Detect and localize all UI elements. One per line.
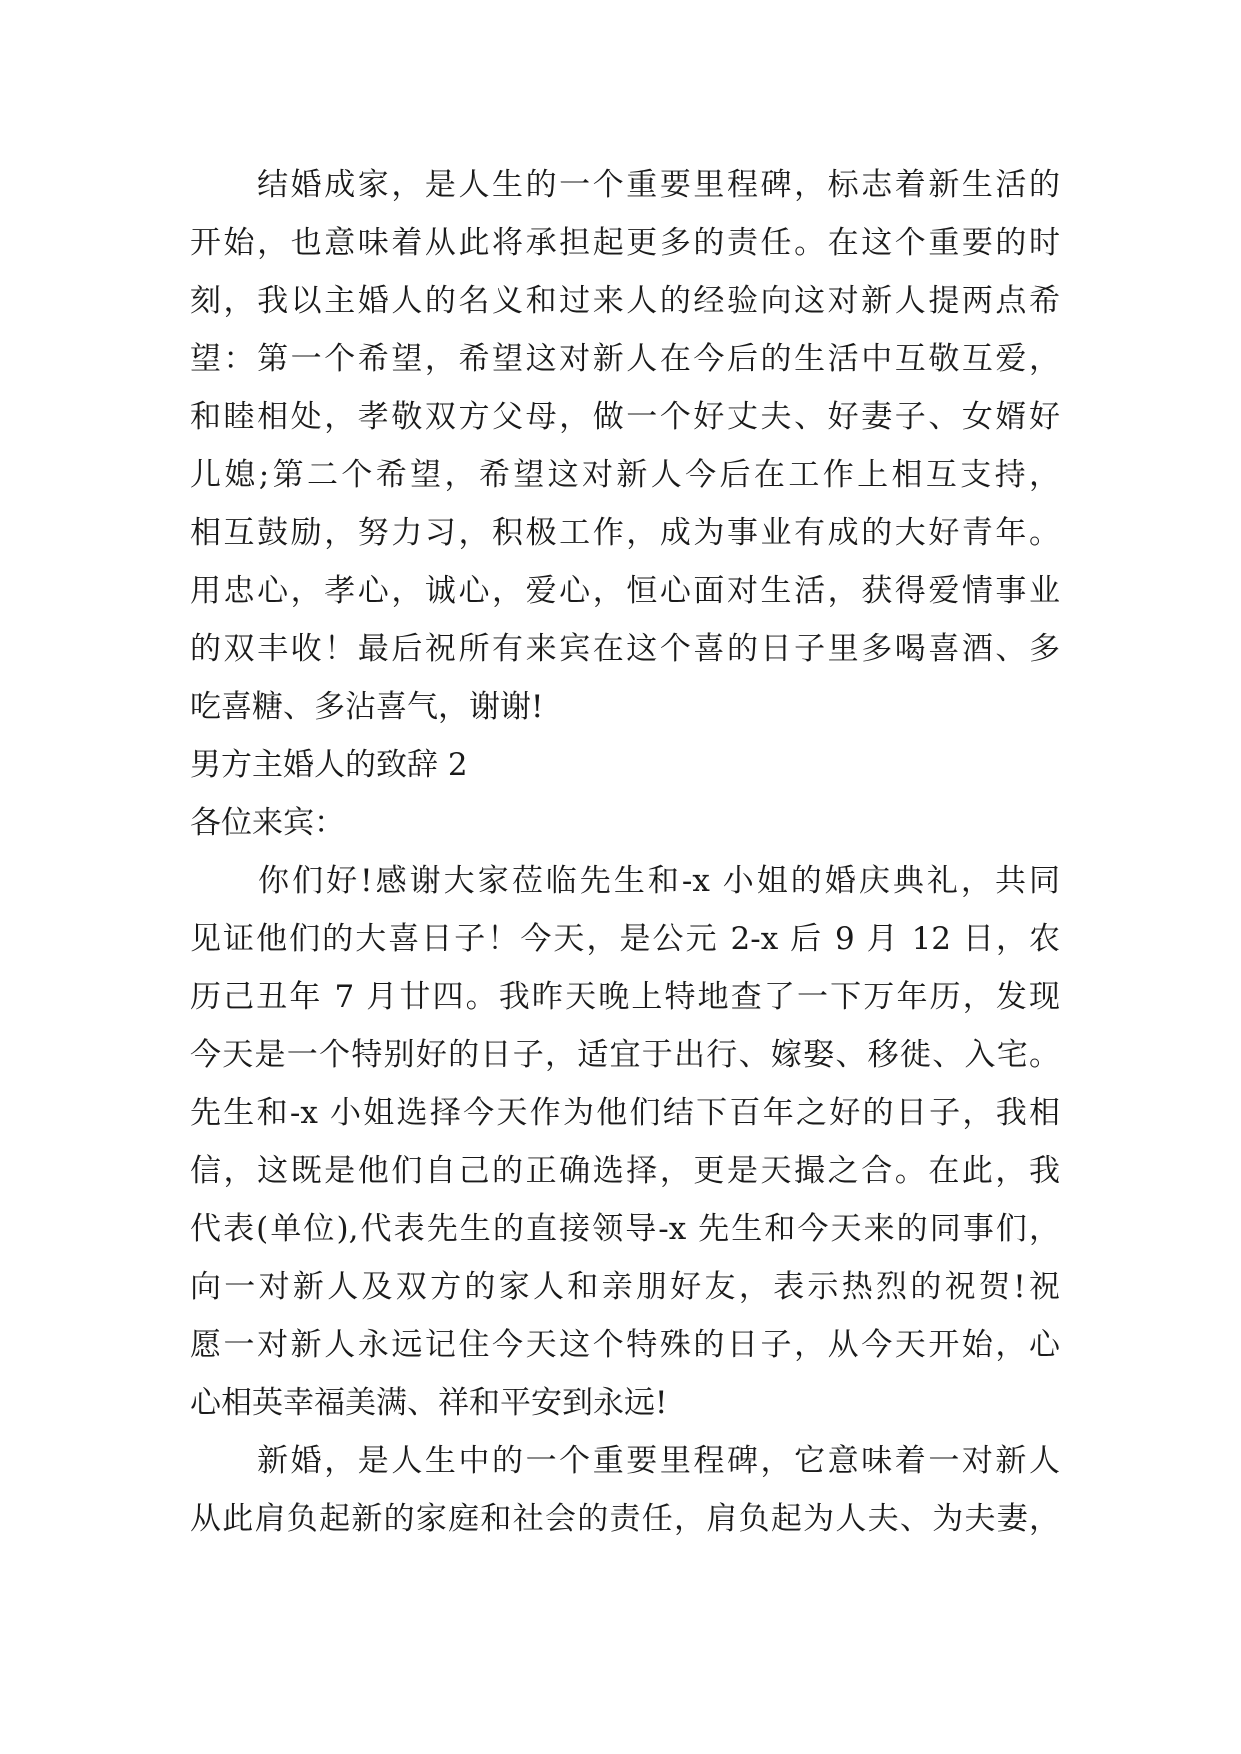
paragraph-3-line-1: 新婚，是人生中的一个重要里程碑，它意味着一对新人 [190,1443,1060,1479]
paragraph-3-line-2: 从此肩负起新的家庭和社会的责任，肩负起为人夫、为夫妻， [190,1501,1060,1537]
paragraph-1-line-10: 吃喜糖、多沾喜气，谢谢! [190,689,544,725]
paragraph-1-line-3: 刻，我以主婚人的名义和过来人的经验向这对新人提两点希 [190,283,1060,319]
paragraph-1-line-8: 用忠心，孝心，诚心，爱心，恒心面对生活，获得爱情事业 [190,573,1060,609]
paragraph-1-line-6: 儿媳;第二个希望，希望这对新人今后在工作上相互支持， [190,457,1060,493]
paragraph-2-line-5: 先生和-x 小姐选择今天作为他们结下百年之好的日子，我相 [190,1095,1060,1131]
paragraph-1-line-9: 的双丰收！最后祝所有来宾在这个喜的日子里多喝喜酒、多 [190,631,1060,667]
paragraph-1-line-1: 结婚成家，是人生的一个重要里程碑，标志着新生活的 [190,167,1060,203]
paragraph-2-line-6: 信，这既是他们自己的正确选择，更是天撮之合。在此，我 [190,1153,1060,1189]
paragraph-2-line-9: 愿一对新人永远记住今天这个特殊的日子，从今天开始，心 [190,1327,1060,1363]
paragraph-2-line-10: 心相英幸福美满、祥和平安到永远! [190,1385,668,1421]
section-heading: 男方主婚人的致辞 2 [190,747,468,783]
paragraph-1-line-5: 和睦相处，孝敬双方父母，做一个好丈夫、好妻子、女婿好 [190,399,1060,435]
paragraph-2-line-8: 向一对新人及双方的家人和亲朋好友，表示热烈的祝贺!祝 [190,1269,1060,1305]
paragraph-1-line-4: 望：第一个希望，希望这对新人在今后的生活中互敬互爱， [190,341,1060,377]
salutation: 各位来宾： [190,805,345,841]
paragraph-2-line-2: 见证他们的大喜日子！今天，是公元 2-x 后 9 月 12 日，农 [190,921,1060,957]
paragraph-2-line-7: 代表(单位),代表先生的直接领导-x 先生和今天来的同事们， [190,1211,1060,1247]
paragraph-2-line-3: 历己丑年 7 月廿四。我昨天晚上特地查了一下万年历，发现 [190,979,1060,1015]
paragraph-2-line-1: 你们好!感谢大家莅临先生和-x 小姐的婚庆典礼，共同 [190,863,1060,899]
paragraph-1-line-2: 开始，也意味着从此将承担起更多的责任。在这个重要的时 [190,225,1060,261]
paragraph-1-line-7: 相互鼓励，努力习，积极工作，成为事业有成的大好青年。 [190,515,1060,551]
paragraph-2-line-4: 今天是一个特别好的日子，适宜于出行、嫁娶、移徙、入宅。 [190,1037,1060,1073]
